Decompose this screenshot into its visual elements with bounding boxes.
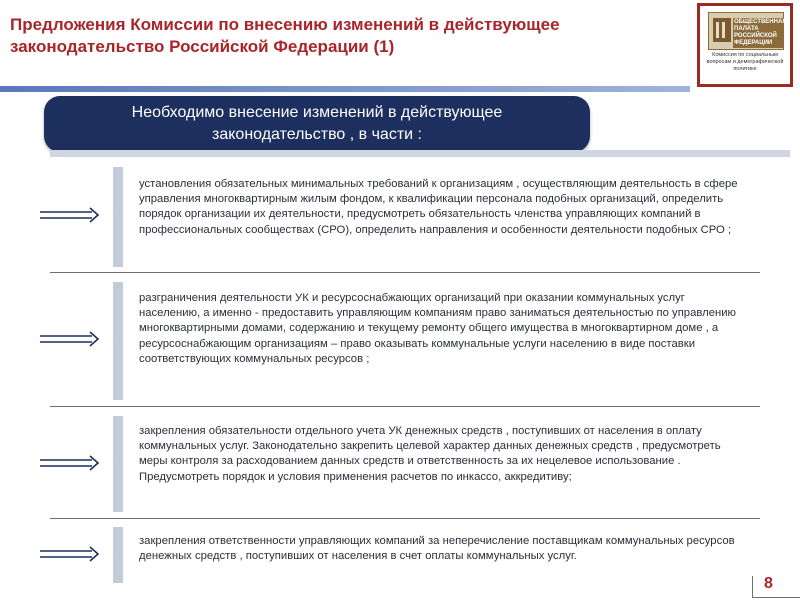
row-divider	[50, 272, 760, 273]
logo-emblem	[708, 12, 787, 50]
slide-header	[0, 0, 800, 92]
building-icon	[713, 18, 731, 42]
item-marker-bar	[113, 282, 123, 400]
item-marker-bar	[113, 416, 123, 512]
logo-title: ОБЩЕСТВЕННАЯ ПАЛАТА РОССИЙСКОЙ ФЕДЕРАЦИИ	[734, 19, 787, 46]
page-number: 8	[764, 575, 773, 592]
arrow-icon	[40, 331, 102, 347]
item-marker-bar	[113, 527, 123, 583]
arrow-icon	[40, 546, 102, 562]
banner-line-2: законодательство , в части :	[212, 126, 422, 143]
arrow-icon	[40, 207, 102, 223]
row-divider	[50, 518, 760, 519]
list-item: закрепления ответственности управляющих компаний за неперечисление поставщикам коммунальных ресурсов денежных средств , поступивших от населения в счет оплаты коммунальных услуг.	[139, 535, 735, 563]
logo-caption: Комиссия по социальным вопросам и демографической политике	[706, 52, 784, 72]
commission-logo	[697, 3, 793, 87]
arrow-icon	[40, 455, 102, 471]
list-item: разграничения деятельности УК и ресурсоснабжающих организаций при оказании коммунальных услуг населению, а именно - предоставить управляющим компаниям право заниматься деятельностью по управлению многоквартирными домами, содержанию и текущему ремонту общего имущества в многоквартирном доме , а ресурсоснабжающим организациям – право оказывать коммунальные услуги населению в виде поставки соответствующих коммунальных ресурсов ;	[139, 292, 737, 365]
corner-line-vertical	[752, 576, 753, 598]
header-band	[0, 86, 690, 92]
row-divider	[50, 406, 760, 407]
slide-title: Предложения Комиссии по внесению изменений в действующее законодательство Российской Федерации (1)	[10, 15, 560, 56]
list-item: установления обязательных минимальных требований к организациям , осуществляющим деятельность в сфере управления многоквартирным жилым фондом, к квалификации персонала подобных организаций, определить порядок организации их деятельности, предусмотреть обязательность членства управляющих компаний в профессиональных сообществах (СРО), определить направления и особенности деятельности подобных СРО ;	[139, 178, 738, 236]
corner-line-horizontal	[752, 597, 800, 598]
banner-line-1: Необходимо внесение изменений в действующее	[131, 104, 503, 121]
list-item: закрепления обязательности отдельного учета УК денежных средств , поступивших от населения в оплату коммунальных услуг. Законодательно закрепить целевой характер данных денежных средств , предусмотреть меры контроля за расходованием данных средств и ответственность за их нецелевое использование . Предусмотреть порядок и условия применения расчетов по инкассо, аккредитиву;	[139, 425, 721, 483]
section-banner	[44, 96, 590, 152]
banner-underline	[50, 150, 790, 157]
item-marker-bar	[113, 167, 123, 267]
